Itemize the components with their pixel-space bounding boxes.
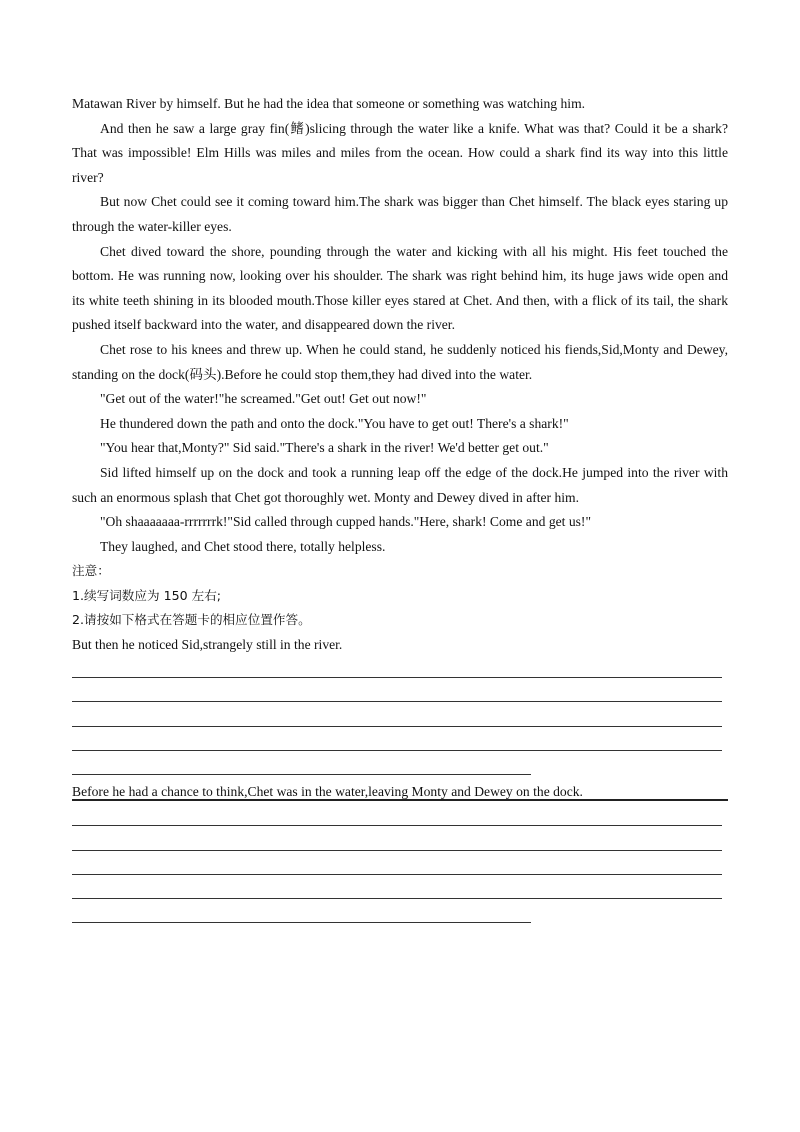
notes-item-1: 1.续写词数应为 150 左右; [72,587,222,603]
story-paragraph-2: And then he saw a large gray fin(鳍)slicing through the water like a knife. What was that? Could it be a shark? That was impossible! Elm Hills was miles and miles from the ocean. How could a shark find its way into this little river? [72,120,728,185]
story-paragraph-1: Matawan River by himself. But he had the idea that someone or something was watching him. [72,96,586,111]
answer-line [72,825,722,826]
story-paragraph-10: "Oh shaaaaaaa-rrrrrrrk!"Sid called through cupped hands."Here, shark! Come and get us!" [100,514,591,530]
answer-line [72,850,722,851]
story-text [72,92,728,658]
notes-item-2: 2.请按如下格式在答题卡的相应位置作答。 [72,612,311,628]
continuation-prompt-2: Before he had a chance to think,Chet was in the water,leaving Monty and Dewey on the dock. [72,784,583,799]
story-paragraph-5: Chet rose to his knees and threw up. When he could stand, he suddenly noticed his fiends,Sid,Monty and Dewey, standing on the dock(码头).Before he could stop them,they had dived into the water. [72,341,728,382]
story-paragraph-8: "You hear that,Monty?" Sid said."There's a shark in the river! We'd better get out." [100,440,549,456]
story-paragraph-6: "Get out of the water!"he screamed."Get out! Get out now!" [100,391,427,407]
answer-line [72,774,531,775]
story-paragraph-11: They laughed, and Chet stood there, totally helpless. [100,538,386,554]
continuation-prompt-1: But then he noticed Sid,strangely still in the river. [72,637,343,653]
prompt-underline [72,799,728,801]
notes-heading: 注意： [72,563,110,579]
answer-line [72,701,722,702]
answer-line [72,750,722,751]
story-paragraph-7: He thundered down the path and onto the dock."You have to get out! There's a shark!" [100,415,569,431]
story-paragraph-3: But now Chet could see it coming toward him.The shark was bigger than Chet himself. The black eyes staring up through the water-killer eyes. [72,194,728,234]
answer-line [72,898,722,899]
answer-line [72,874,722,875]
answer-line [72,677,722,678]
story-paragraph-4: Chet dived toward the shore, pounding through the water and kicking with all his might. His feet touched the bottom. He was running now, looking over his shoulder. The shark was right behind him, its huge jaws wide open and its white teeth shining in its blooded mouth.Those killer eyes stared at Chet. And then, with a flick of its tail, the shark pushed itself backward into the water, and disappeared down the river. [72,243,728,333]
answer-line [72,922,531,923]
story-paragraph-9: Sid lifted himself up on the dock and took a running leap off the edge of the dock.He jumped into the river with such an enormous splash that Chet got thoroughly wet. Monty and Dewey dived in after him. [72,464,728,505]
answer-line [72,726,722,727]
